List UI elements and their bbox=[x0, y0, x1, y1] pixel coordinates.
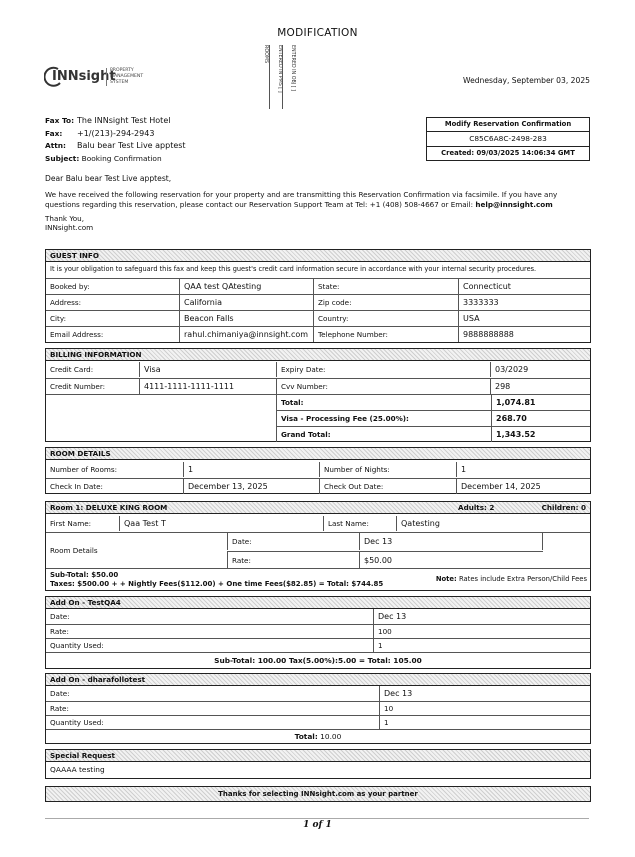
room-note-label: Note: bbox=[435, 575, 457, 583]
addon-1-qty-label: Quantity Used: bbox=[50, 641, 104, 650]
room-details-section bbox=[45, 447, 591, 494]
billing-number: 4111-1111-1111-1111 bbox=[139, 379, 272, 394]
guest-notice: It is your obligation to safeguard this fax and keep this guest's credit card information secure in accordance with your internal security procedures. bbox=[50, 265, 537, 273]
letter-email-link[interactable]: help@innsight.com bbox=[475, 199, 553, 209]
confirmation-code: C85C6A8C-2498-283 bbox=[427, 132, 589, 147]
confirmation-title: Modify Reservation Confirmation bbox=[427, 118, 589, 132]
addon-1-rate-label: Rate: bbox=[50, 627, 69, 636]
table-row bbox=[227, 533, 543, 550]
addon-2-date-label: Date: bbox=[50, 689, 70, 698]
thanks-text: Thank You, bbox=[45, 214, 85, 223]
last-name-label: Last Name: bbox=[323, 516, 392, 531]
table-row bbox=[46, 362, 590, 377]
billing-totals bbox=[46, 394, 590, 441]
fax-block bbox=[45, 115, 345, 165]
fax-attn-label: Attn: bbox=[45, 141, 67, 150]
room-1-children: Children: 0 bbox=[541, 503, 586, 512]
addon-2-date: Dec 13 bbox=[379, 686, 590, 701]
guest-email: rahul.chimaniya@innsight.com bbox=[179, 327, 308, 342]
special-request-title-bar bbox=[46, 750, 590, 762]
table-row bbox=[276, 426, 590, 442]
guest-email-label: Email Address: bbox=[50, 330, 104, 339]
table-row bbox=[46, 609, 590, 624]
billing-total-label: Total: bbox=[281, 398, 304, 407]
fax-number: +1/(213)-294-2943 bbox=[77, 128, 155, 138]
guest-address-label: Address: bbox=[50, 298, 82, 307]
guest-zip: 3333333 bbox=[458, 295, 590, 310]
room-details-title-bar bbox=[46, 448, 590, 460]
fax-subject-label: Subject: bbox=[45, 153, 80, 163]
addon-2-total-label: Total: bbox=[294, 732, 318, 741]
letter-body bbox=[45, 190, 593, 209]
guest-city: Beacon Falls bbox=[179, 311, 308, 326]
fax-subject: Booking Confirmation bbox=[81, 153, 162, 163]
fax-number-label: Fax: bbox=[45, 128, 63, 138]
room-1-title: Room 1: DELUXE KING ROOM bbox=[50, 503, 168, 512]
room-details-label: Room Details bbox=[50, 546, 98, 555]
addon-dharafollotest-section bbox=[45, 673, 591, 744]
table-row bbox=[276, 410, 590, 426]
confirmation-box bbox=[426, 117, 590, 161]
nights-label: Number of Nights: bbox=[319, 462, 450, 477]
table-row bbox=[46, 715, 590, 730]
checkin-label: Check In Date: bbox=[50, 482, 103, 491]
billing-expiry-label: Expiry Date: bbox=[276, 362, 486, 377]
table-row bbox=[46, 624, 590, 639]
logo-sub-2: MANAGEMENT bbox=[110, 74, 144, 79]
room-details-rows bbox=[46, 532, 590, 569]
addon-1-date: Dec 13 bbox=[373, 609, 590, 624]
guest-state: Connecticut bbox=[458, 279, 590, 294]
addon-testqa4-section bbox=[45, 596, 591, 669]
guest-state-label: State: bbox=[313, 279, 450, 294]
billing-expiry: 03/2029 bbox=[490, 362, 590, 377]
billing-number-label: Credit Number: bbox=[50, 382, 106, 391]
table-row bbox=[46, 378, 590, 394]
table-row bbox=[46, 278, 590, 294]
room-rate-label: Rate: bbox=[232, 556, 251, 565]
billing-card-label: Credit Card: bbox=[50, 365, 94, 374]
signature-text: INNsight.com bbox=[45, 223, 94, 232]
stamp-rooms: ROOMS bbox=[263, 45, 268, 64]
room-1-title-bar bbox=[46, 502, 590, 514]
guest-info-section bbox=[45, 249, 591, 343]
logo bbox=[44, 64, 154, 94]
guest-city-label: City: bbox=[50, 314, 66, 323]
stamp-obj: ENTERED IN OBJ [ ] bbox=[282, 45, 295, 109]
billing-cvv-label: Cvv Number: bbox=[276, 379, 486, 394]
rooms-count: 1 bbox=[183, 462, 314, 477]
billing-title: BILLING INFORMATION bbox=[50, 350, 142, 359]
fax-to: The INNsight Test Hotel bbox=[77, 116, 171, 125]
guest-booked: QAA test QAtesting bbox=[179, 279, 308, 294]
room-date: Dec 13 bbox=[359, 533, 539, 550]
addon-2-title-bar bbox=[46, 674, 590, 686]
room-note: Rates include Extra Person/Child Fees bbox=[458, 575, 587, 583]
billing-fee: 268.70 bbox=[491, 411, 590, 426]
header-date: Wednesday, September 03, 2025 bbox=[463, 76, 590, 85]
logo-text: INNsight bbox=[52, 69, 116, 84]
guest-zip-label: Zip code: bbox=[313, 295, 450, 310]
billing-grand-label: Grand Total: bbox=[281, 430, 331, 439]
page-number: 1 of 1 bbox=[303, 820, 332, 830]
billing-fee-label: Visa - Processing Fee (25.00%): bbox=[281, 414, 409, 423]
room-details-title: ROOM DETAILS bbox=[50, 449, 111, 458]
letter-body-text: We have received the following reservation for your property and are transmitting this Reservation Confirmation via facsimile. If you have any questions regarding this reservation, please contact our Reservation Support Team at Tel: +1 (408) 508-4667 or Email: bbox=[45, 190, 558, 209]
billing-card: Visa bbox=[139, 362, 272, 377]
table-row bbox=[227, 551, 543, 569]
guest-booked-label: Booked by: bbox=[50, 282, 90, 291]
logo-sub-1: PROPERTY bbox=[110, 68, 134, 73]
addon-1-rate: 100 bbox=[373, 625, 590, 639]
letter-greeting: Dear Balu bear Test Live apptest, bbox=[45, 174, 172, 183]
guest-address: California bbox=[179, 295, 308, 310]
room-1-adults: Adults: 2 bbox=[458, 503, 495, 512]
nights-count: 1 bbox=[456, 462, 590, 477]
logo-sub-3: SYSTEM bbox=[110, 80, 129, 85]
guest-country-label: Country: bbox=[313, 311, 450, 326]
checkout-date: December 14, 2025 bbox=[456, 479, 590, 494]
table-row bbox=[46, 326, 590, 342]
table-row bbox=[46, 516, 590, 531]
room-rate: $50.00 bbox=[359, 552, 539, 569]
rooms-label: Number of Rooms: bbox=[50, 465, 118, 474]
fax-attn: Balu bear Test Live apptest bbox=[77, 141, 186, 150]
room-1-summary bbox=[46, 568, 590, 591]
checkin-date: December 13, 2025 bbox=[183, 479, 314, 494]
confirmation-created: Created: 09/03/2025 14:06:34 GMT bbox=[441, 149, 575, 157]
footer-divider bbox=[45, 818, 589, 819]
addon-1-title-bar bbox=[46, 597, 590, 609]
page-title: MODIFICATION bbox=[277, 27, 358, 39]
addon-1-qty: 1 bbox=[373, 639, 590, 653]
room-subtotal: Sub-Total: $50.00 bbox=[50, 571, 119, 579]
table-row bbox=[46, 462, 590, 477]
addon-2-qty: 1 bbox=[379, 716, 590, 730]
guest-phone: 9888888888 bbox=[458, 327, 590, 342]
table-row bbox=[46, 638, 590, 653]
table-row bbox=[46, 294, 590, 310]
billing-cvv: 298 bbox=[490, 379, 590, 394]
billing-grand: 1,343.52 bbox=[491, 427, 590, 442]
table-row bbox=[46, 686, 590, 701]
addon-2-title: Add On - dharafollotest bbox=[50, 675, 146, 684]
addon-1-date-label: Date: bbox=[50, 612, 70, 621]
letter-thanks bbox=[45, 214, 93, 232]
table-row bbox=[276, 395, 590, 410]
entry-stamp bbox=[256, 45, 296, 109]
billing-section bbox=[45, 348, 591, 442]
guest-country: USA bbox=[458, 311, 590, 326]
special-request-section bbox=[45, 749, 591, 779]
guest-info-title: GUEST INFO bbox=[50, 251, 99, 260]
addon-2-qty-label: Quantity Used: bbox=[50, 718, 104, 727]
first-name: Qaa Test T bbox=[119, 516, 320, 531]
fax-to-label: Fax To: bbox=[45, 116, 75, 125]
last-name: Qatesting bbox=[396, 516, 590, 531]
addon-2-summary bbox=[46, 729, 590, 744]
special-request-text: QAAAA testing bbox=[50, 765, 105, 774]
guest-phone-label: Telephone Number: bbox=[313, 327, 450, 342]
addon-1-title: Add On - TestQA4 bbox=[50, 598, 121, 607]
room-date-label: Date: bbox=[232, 537, 252, 546]
first-name-label: First Name: bbox=[50, 519, 92, 528]
thanks-banner-text: Thanks for selecting INNsight.com as your partner bbox=[218, 790, 418, 798]
checkout-label: Check Out Date: bbox=[319, 479, 450, 494]
room-taxes: Taxes: $500.00 + + Nightly Fees($112.00) + One time Fees($82.85) = Total: $744.85 bbox=[50, 580, 384, 588]
addon-1-summary-text: Sub-Total: 100.00 Tax(5.00%):5.00 = Total: 105.00 bbox=[214, 656, 422, 665]
table-row bbox=[46, 310, 590, 326]
addon-2-total: 10.00 bbox=[320, 732, 342, 741]
guest-info-title-bar bbox=[46, 250, 590, 262]
thanks-banner bbox=[45, 786, 591, 802]
table-row bbox=[46, 478, 590, 494]
stamp-pms: ENTERED IN PMS [ ] bbox=[269, 45, 282, 109]
special-request-title: Special Request bbox=[50, 751, 115, 760]
table-row bbox=[46, 701, 590, 716]
billing-title-bar bbox=[46, 349, 590, 361]
addon-1-summary bbox=[46, 652, 590, 668]
addon-2-rate-label: Rate: bbox=[50, 704, 69, 713]
addon-2-rate: 10 bbox=[379, 702, 590, 716]
room-1-section bbox=[45, 501, 591, 591]
billing-total: 1,074.81 bbox=[491, 395, 590, 410]
